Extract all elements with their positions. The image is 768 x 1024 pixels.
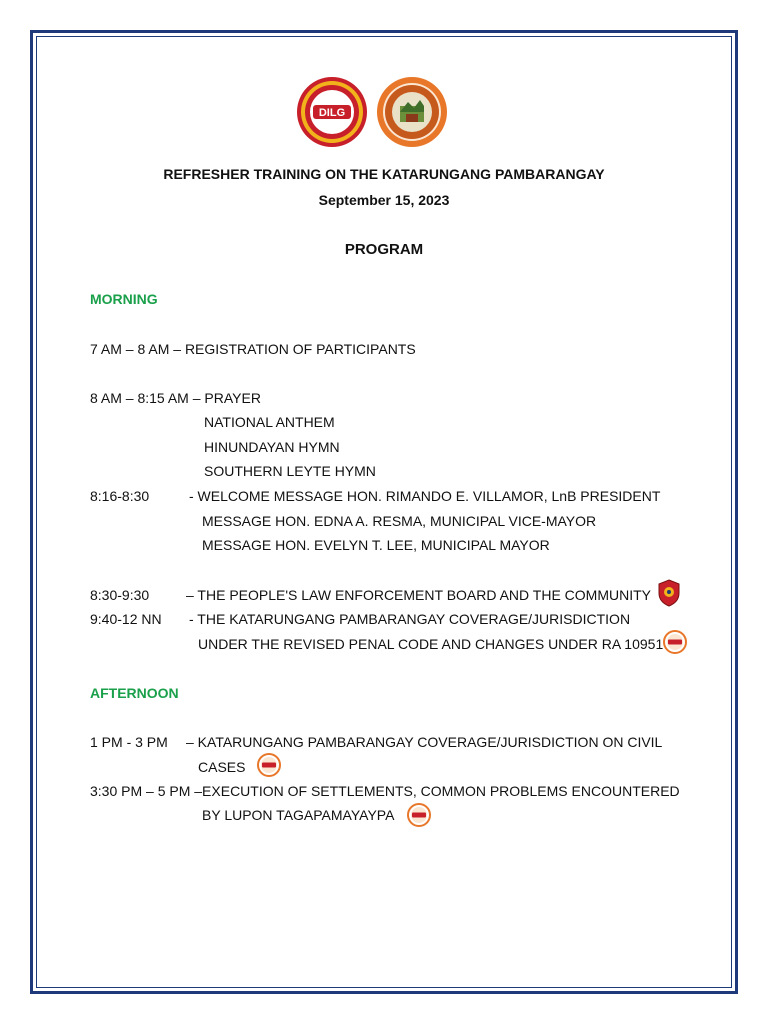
vice-mayor-message-item: MESSAGE HON. EDNA A. RESMA, MUNICIPAL VICE-MAYOR	[202, 513, 597, 529]
dilg-seal-logo	[296, 76, 368, 148]
southern-leyte-hymn-item: SOUTHERN LEYTE HYMN	[204, 463, 376, 479]
dilg-badge-icon	[257, 753, 281, 777]
dilg-logo-text: DILG	[318, 107, 346, 119]
program-heading: PROGRAM	[344, 241, 424, 258]
hinundayan-hymn-item: HINUNDAYAN HYMN	[204, 439, 340, 455]
kp-time: 9:40-12 NN	[90, 611, 162, 627]
dilg-badge-icon	[407, 803, 431, 827]
kp-item-continued: UNDER THE REVISED PENAL CODE AND CHANGES UNDER RA 10951	[198, 636, 664, 652]
document-title: REFRESHER TRAINING ON THE KATARUNGANG PAMBARANGAY	[163, 166, 605, 182]
welcome-time: 8:16-8:30	[90, 488, 150, 504]
execution-item-continued: BY LUPON TAGAPAMAYAYPA	[202, 807, 395, 823]
dilg-badge-icon	[663, 630, 687, 654]
morning-heading: MORNING	[90, 291, 158, 307]
civil-time: 1 PM - 3 PM	[90, 734, 168, 750]
pleb-item: – THE PEOPLE'S LAW ENFORCEMENT BOARD AND THE COMMUNITY	[186, 587, 652, 603]
kp-item: - THE KATARUNGANG PAMBARANGAY COVERAGE/JURISDICTION	[189, 611, 631, 627]
civil-item: – KATARUNGANG PAMBARANGAY COVERAGE/JURISDICTION ON CIVIL	[186, 734, 663, 750]
mayor-message-item: MESSAGE HON. EVELYN T. LEE, MUNICIPAL MAYOR	[202, 537, 550, 553]
document-date: September 15, 2023	[318, 192, 450, 208]
afternoon-heading: AFTERNOON	[90, 685, 179, 701]
municipal-seal-logo	[376, 76, 448, 148]
registration-item: 7 AM – 8 AM – REGISTRATION OF PARTICIPANTS	[90, 341, 416, 357]
prayer-item: 8 AM – 8:15 AM – PRAYER	[90, 390, 261, 406]
welcome-message-item: - WELCOME MESSAGE HON. RIMANDO E. VILLAMOR, LnB PRESIDENT	[189, 488, 661, 504]
execution-item: 3:30 PM – 5 PM –EXECUTION OF SETTLEMENTS, COMMON PROBLEMS ENCOUNTERED	[90, 783, 680, 799]
pnp-badge-icon	[657, 579, 681, 607]
anthem-item: NATIONAL ANTHEM	[204, 414, 335, 430]
civil-item-continued: CASES	[198, 759, 246, 775]
pleb-time: 8:30-9:30	[90, 587, 150, 603]
